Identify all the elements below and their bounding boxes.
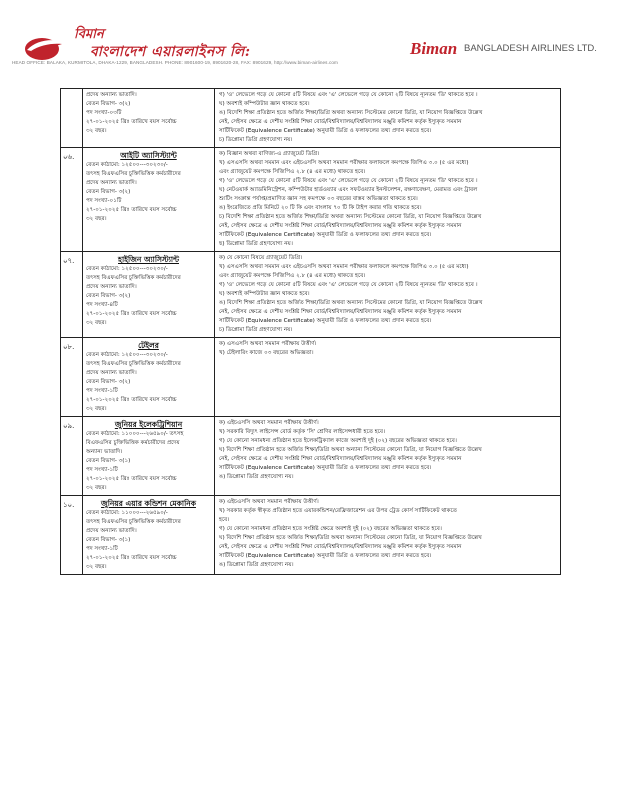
requirement-line: সার্টিফিকেট (Equivalence Certificate) অনুযায়ী ডিগ্রি ও ফলাফলের তথ্য প্রদান করতে হবে। [219,465,432,471]
post-detail-line: পদ সংখ্যা-১টি [86,546,118,552]
post-detail-line: বেতন কাঠামো: ১১০০০---২৬৫৯০/- তৎসহ [86,431,184,437]
requirement-line: সার্টিফিকেট (Equivalence Certificate) অনুযায়ী ডিগ্রি ও ফলাফলের তথ্য প্রদান করতে হবে। [219,318,432,324]
post-detail-line: ৩২ বছর। [86,216,107,222]
table-row [61,148,561,252]
requirement-line: চ) ডিপ্লোমা ডিগ্রি গ্রহণযোগ্য নয়। [219,327,293,333]
post-detail-line: বেতন বিভাগ- ৩(২) [86,379,131,385]
bengali-company-name-line2: বাংলাদেশ এয়ারলাইনস লি: [90,44,251,60]
post-title: টেইলর [138,341,159,350]
requirement-line: ক) এসএসসি অথবা সমমান পরীক্ষায় উত্তীর্ণ। [219,341,317,347]
post-detail-line: তৎসহ বিএফএসির চুক্তিভিত্তিক কর্মচারীদের [86,361,181,367]
post-detail-line: বেতন বিভাগ- ৩(২) [86,293,131,299]
requirement-line: শ্যুটিং সংক্রান্ত পর্যাপ্ত/প্রমাণিত জ্ঞান সহ কমপক্ষে ০৩ বছরের বাস্তব অভিজ্ঞতা থাকতে হবে। [219,196,418,202]
post-detail-line: বেতন কাঠামো: ১২৫০০---৩০২৩০/- [86,162,168,168]
requirement-line: ঙ) ডিপ্লোমা ডিগ্রি গ্রহণযোগ্য নয়। [219,474,294,480]
requirement-line: খ) এসএসসি অথবা সমমান এবং এইচএসসি অথবা সমমান পরীক্ষার ফলাফলে কমপক্ষে জিপিএ ৩.০ (৫ এর মধ্যে) [219,160,469,166]
english-brand-name: Biman [410,39,458,58]
requirement-line: ঙ) ইংরেজিতে প্রতি মিনিটে ২০ টি কি এবং বাংলায় ৭০ টি কি টাইপ করার গতি থাকতে হবে। [219,205,422,211]
post-title: জুনিয়র ইলেকট্রিশিয়ান [114,420,183,429]
post-detail-line: বেতন বিভাগ- ৩(১) [86,537,131,543]
requirement-line: এবং গ্র্যাজুয়েট কমপক্ষে সিজিপিএ ২.৮ (৪ এর মধ্যে) থাকতে হবে। [219,273,366,279]
requirement-line: ঘ) নেটওয়ার্ক অ্যাডমিনিস্ট্রেশন, কম্পিউটার হার্ডওয়্যার এবং সফটওয়্যার ইনস্টলেশন, রক্ষণাবেক্ষণ, মেরামত এবং ট্রাবল [219,187,478,193]
requirement-line: নেই, সেইসব ক্ষেত্রে এ দেশীয় সংশ্লিষ্ট শিক্ষা বোর্ড/বিশ্ববিদ্যালয়/বিশ্ববিদ্যালয় মঞ্জুরি কমিশন কর্তৃক ইস্যুকৃত সমমান [219,544,462,550]
post-detail-line: প্রদেয় অন্যান্য ভাতাদি। [86,528,137,534]
serial-number: ০৬. [61,148,83,251]
post-detail-line: ২৭-০১-২০২৫ খ্রিঃ তারিখে বয়স সর্বোচ্চ [86,555,177,561]
post-detail-line: পদ সংখ্যা-১টি [86,388,118,394]
requirement-line: নেই, সেইসব ক্ষেত্রে এ দেশীয় সংশ্লিষ্ট শিক্ষা বোর্ড/বিশ্ববিদ্যালয়/বিশ্ববিদ্যালয় মঞ্জুরি কমিশন কর্তৃক ইস্যুকৃত সমমান [219,119,462,125]
requirements-cell [215,338,561,416]
letterhead [12,27,606,70]
requirement-line: গ) 'ও' লেভেলে গড়ে যে কোনো ৫টি বিষয়ে এবং 'এ' লেভেলে গড়ে যে কোনো ২টি বিষয়ে ন্যূনতম 'ডি' থাকতে হবে । [219,282,478,288]
post-detail-line: তৎসহ বিএফএসির চুক্তিভিত্তিক কর্মচারীদের [86,519,181,525]
requirement-line: ঘ) বিদেশি শিক্ষা প্রতিষ্ঠান হতে অর্জিত শিক্ষা/ডিগ্রি অথবা অন্যান্য সিস্টেমের কোনো ডিগ্রি, যা নিয়োগ বিজ্ঞপ্তিতে উল্লেখ [219,447,482,453]
post-title: আইটি অ্যাসিস্ট্যান্ট [120,151,177,160]
requirement-line: ক) এইচএসসি অথবা সমমান পরীক্ষায় উত্তীর্ণ। [219,420,319,426]
post-details-cell [83,417,215,495]
post-detail-line: ২৭-০১-২০২৫ খ্রিঃ তারিখে বয়স সর্বোচ্চ [86,397,177,403]
requirement-line: খ) সরকারি বিদ্যুৎ লাইসেন্স বোর্ড কর্তৃক 'সি' শ্রেণির লাইসেন্সধারী হতে হবে। [219,429,386,435]
requirement-line: এবং গ্র্যাজুয়েট কমপক্ষে সিজিপিএ ২.৮ (৪ এর মধ্যে) থাকতে হবে। [219,169,366,175]
post-detail-line: ২৭-০১-২০২৫ খ্রিঃ তারিখে বয়স সর্বোচ্চ [86,207,177,213]
post-details-cell [83,496,215,574]
requirement-line: গ) যে কোনো সনামধন্য প্রতিষ্ঠান হতে সংশ্লিষ্ট ক্ষেত্রে অবশ্যই দুই (০২) বছরের অভিজ্ঞতা থাকতে হবে। [219,526,442,532]
post-detail-line: ৩২ বছর। [86,485,107,491]
requirements-cell [215,89,561,147]
post-details-cell [83,148,215,251]
serial-number: ০৮. [61,338,83,416]
bengali-company-name-line1: বিমান [74,27,104,42]
requirement-line: নেই, সেইসব ক্ষেত্রে এ দেশীয় সংশ্লিষ্ট শিক্ষা বোর্ড/বিশ্ববিদ্যালয়/বিশ্ববিদ্যালয় মঞ্জুরি কমিশন কর্তৃক ইস্যুকৃত সমমান [219,309,462,315]
post-detail-line: তৎসহ বিএফএসির চুক্তিভিত্তিক কর্মচারীদের [86,275,181,281]
table-row [61,496,561,575]
requirement-line: সার্টিফিকেট (Equivalence Certificate) অনুযায়ী ডিগ্রি ও ফলাফলের তথ্য প্রদান করতে হবে। [219,553,432,559]
serial-number [61,89,83,147]
post-detail-line: ৩২ বছর। [86,320,107,326]
post-detail-line: ২৭-০১-২০২৫ খ্রিঃ তারিখে বয়স সর্বোচ্চ [86,119,177,125]
post-detail-line: পদ সংখ্যা-৪টি [86,302,118,308]
requirement-line: নেই, সেইসব ক্ষেত্রে এ দেশীয় সংশ্লিষ্ট শিক্ষা বোর্ড/বিশ্ববিদ্যালয়/বিশ্ববিদ্যালয় মঞ্জুরি কমিশন কর্তৃক ইস্যুকৃত সমমান [219,223,462,229]
table-row [61,417,561,496]
requirements-cell [215,252,561,337]
post-detail-line: পদ সংখ্যা-১টি [86,467,118,473]
post-detail-line: ৩২ বছর। [86,128,107,134]
serial-number: ০৭. [61,252,83,337]
post-detail-line: তৎসহ বিএফএসির চুক্তিভিত্তিক কর্মচারীদের [86,171,181,177]
requirement-line: ক) বিজ্ঞান অথবা বাণিজ্য-এ গ্র্যাজুয়েট ডিগ্রি। [219,151,320,157]
requirements-cell [215,148,561,251]
post-details-cell [83,252,215,337]
post-detail-line: ৩২ বছর। [86,564,107,570]
requirement-line: গ) 'ও' লেভেলে গড়ে যে কোনো ৫টি বিষয়ে এবং 'এ' লেভেলে গড়ে যে কোনো ২টি বিষয়ে ন্যূনতম 'ডি' থাকতে হবে । [219,92,478,98]
requirement-line: গ) 'ও' লেভেলে গড়ে যে কোনো ৫টি বিষয়ে এবং 'এ' লেভেলে গড়ে যে কোনো ২টি বিষয়ে ন্যূনতম 'ডি' থাকতে হবে । [219,178,478,184]
post-detail-line: ২৭-০১-২০২৫ খ্রিঃ তারিখে বয়স সর্বোচ্চ [86,476,177,482]
requirement-line: সার্টিফিকেট (Equivalence Certificate) অনুযায়ী ডিগ্রি ও ফলাফলের তথ্য প্রদান করতে হবে। [219,128,432,134]
post-detail-line: প্রদেয় অন্যান্য ভাতাদি। [86,284,137,290]
table-row [61,89,561,148]
requirement-line: ঘ) অবশ্যই কম্পিউটার জ্ঞান থাকতে হবে। [219,101,310,107]
requirement-line: খ) এসএসসি অথবা সমমান এবং এইচএসসি অথবা সমমান পরীক্ষার ফলাফলে কমপক্ষে জিপিএ ৩.০ (৫ এর মধ্যে) [219,264,469,270]
post-detail-line: প্রদেয় অন্যান্য ভাতাদি। [86,370,137,376]
requirement-line: ঘ) বিদেশি শিক্ষা প্রতিষ্ঠান হতে অর্জিত শিক্ষা/ডিগ্রি অথবা অন্যান্য সিস্টেমের কোনো ডিগ্রি, যা নিয়োগ বিজ্ঞপ্তিতে উল্লেখ [219,535,482,541]
requirement-line: নেই, সেইসব ক্ষেত্রে এ দেশীয় সংশ্লিষ্ট শিক্ষা বোর্ড/বিশ্ববিদ্যালয়/বিশ্ববিদ্যালয় মঞ্জুরি কমিশন কর্তৃক ইস্যুকৃত সমমান [219,456,462,462]
post-detail-line: ২৭-০১-২০২৫ খ্রিঃ তারিখে বয়স সর্বোচ্চ [86,311,177,317]
requirements-cell [215,496,561,574]
post-detail-line: প্রদেয় অন্যান্য ভাতাদি। [86,92,137,98]
requirement-line: খ) টেইলারিং কাজে ০৩ বছরের অভিজ্ঞতা। [219,350,314,356]
post-detail-line: বেতন বিভাগ- ৩(২) [86,189,131,195]
requirement-line: ঙ) বিদেশি শিক্ষা প্রতিষ্ঠান হতে অর্জিত শিক্ষা/ডিগ্রি অথবা অন্যান্য সিস্টেমের কোনো ডিগ্রি, যা নিয়োগ বিজ্ঞপ্তিতে উল্লেখ [219,110,483,116]
post-detail-line: বেতন বিভাগ- ৩(২) [86,101,131,107]
table-row [61,338,561,417]
post-detail-line: প্রদেয় অন্যান্য ভাতাদি। [86,180,137,186]
requirement-line: ক) এইচএসসি অথবা সমমান পরীক্ষায় উত্তীর্ণ। [219,499,319,505]
post-detail-line: পদ সংখ্যা-০১টি [86,198,122,204]
serial-number: ১০. [61,496,83,574]
requirements-cell [215,417,561,495]
requirement-line: গ) যে কোনো সনামধন্য প্রতিষ্ঠান হতে ইলেকট্রিক্যাল কাজে অবশ্যই দুই (০২) বছরের অভিজ্ঞতা থাকতে হবে। [219,438,457,444]
biman-logo-icon [22,34,66,62]
serial-number: ০৯. [61,417,83,495]
english-company-name: BANGLADESH AIRLINES LTD. [464,43,597,54]
table-row [61,252,561,338]
post-details-cell [83,338,215,416]
post-title: জুনিয়র এয়ার কন্ডিশন মেকানিক [101,499,196,508]
post-detail-line: ৩২ বছর। [86,406,107,412]
head-office-address: HEAD OFFICE: BALAKA, KURMITOLA, DHAKA-1229, BANGLADESH. PHONE: 8901600-19, 8901620-28, FAX: 8901629, http://www.biman-airlines.com [12,60,338,65]
requirement-line: ঙ) বিদেশি শিক্ষা প্রতিষ্ঠান হতে অর্জিত শিক্ষা/ডিগ্রি অথবা অন্যান্য সিস্টেমের কোনো ডিগ্রি, যা নিয়োগ বিজ্ঞপ্তিতে উল্লেখ [219,300,483,306]
requirements-table [60,88,561,575]
post-detail-line: বিএফএসির চুক্তিভিত্তিক কর্মচারীদের প্রদেয় [86,440,180,446]
requirement-line: ঘ) অবশ্যই কম্পিউটার জ্ঞান থাকতে হবে। [219,291,310,297]
post-detail-line: বেতন বিভাগ- ৩(১) [86,458,131,464]
post-detail-line: বেতন কাঠামো: ১২৫০০---৩০২৩০/- [86,266,168,272]
post-details-cell [83,89,215,147]
post-detail-line: পদ সংখ্যা-০৩টি [86,110,122,116]
requirement-line: ঙ) ডিপ্লোমা ডিগ্রি গ্রহণযোগ্য নয়। [219,562,294,568]
requirement-line: চ) বিদেশি শিক্ষা প্রতিষ্ঠান হতে অর্জিত শিক্ষা/ডিগ্রি অথবা অন্যান্য সিস্টেমের কোনো ডিগ্রি, যা নিয়োগ বিজ্ঞপ্তিতে উল্লেখ [219,214,482,220]
requirement-line: ছ) ডিপ্লোমা ডিগ্রি গ্রহণযোগ্য নয়। [219,241,293,247]
requirement-line: খ) সরকার কর্তৃক স্বীকৃত প্রতিষ্ঠান হতে এয়ারকন্ডিশন/রেফ্রিজারেশন এর উপর ট্রেড কোর্স সার্টিফিকেট থাকতে [219,508,457,514]
requirement-line: হবে। [219,517,230,523]
post-detail-line: বেতন কাঠামো: ১১০০০---২৬৫৯০/- [86,510,168,516]
post-detail-line: অন্যান্য ভাতাদি। [86,449,123,455]
post-title: হাইজিন অ্যাসিস্ট্যান্ট [118,255,179,264]
requirement-line: সার্টিফিকেট (Equivalence Certificate) অনুযায়ী ডিগ্রি ও ফলাফলের তথ্য প্রদান করতে হবে। [219,232,432,238]
requirement-line: ক) যে কোনো বিষয়ে গ্র্যাজুয়েট ডিগ্রি। [219,255,303,261]
post-detail-line: বেতন কাঠামো: ১২৫০০---৩০২৩০/- [86,352,168,358]
requirement-line: চ) ডিপ্লোমা ডিগ্রি গ্রহণযোগ্য নয়। [219,137,293,143]
